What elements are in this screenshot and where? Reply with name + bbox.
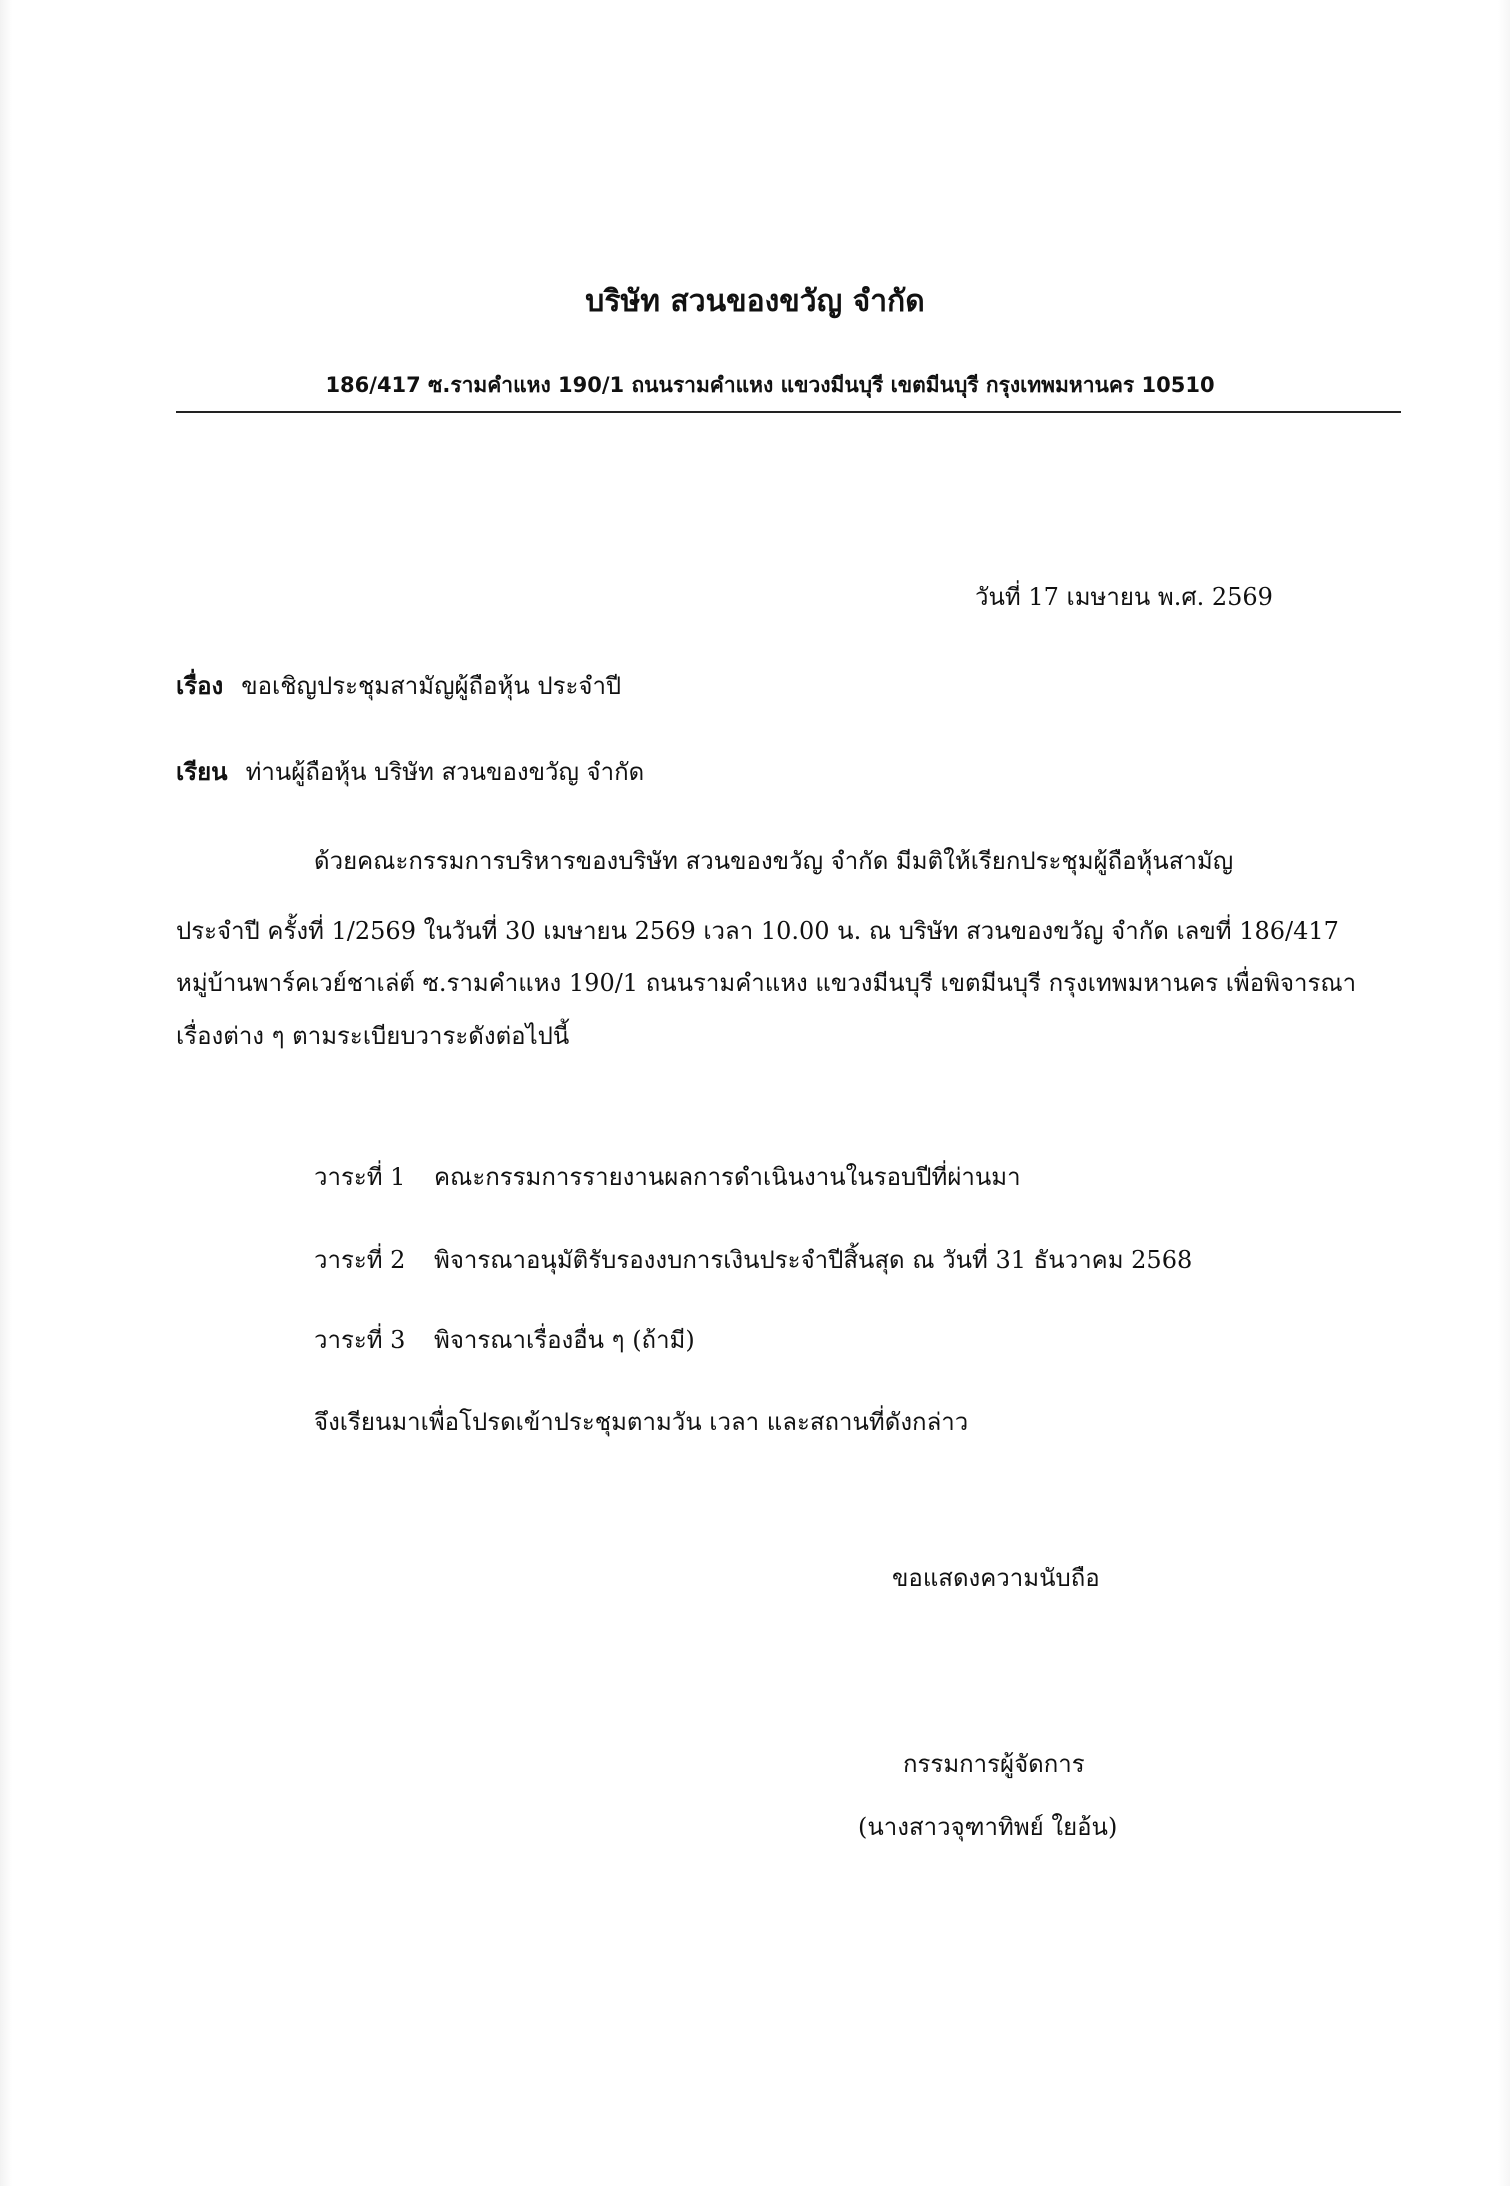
body-paragraph-line: ด้วยคณะกรรมการบริหารของบริษัท สวนของขวัญ จำกัด มีมติให้เรียกประชุมผู้ถือหุ้นสามัญ bbox=[314, 847, 1234, 875]
salutation-text: ท่านผู้ถือหุ้น บริษัท สวนของขวัญ จำกัด bbox=[245, 758, 645, 786]
company-address: 186/417 ซ.รามคำแหง 190/1 ถนนรามคำแหง แขวงมีนบุรี เขตมีนบุรี กรุงเทพมหานคร 10510 bbox=[325, 373, 1215, 397]
letter-date: วันที่ 17 เมษายน พ.ศ. 2569 bbox=[975, 583, 1273, 611]
salutation-line bbox=[176, 757, 644, 787]
closing-sentence: จึงเรียนมาเพื่อโปรดเข้าประชุมตามวัน เวลา และสถานที่ดังกล่าว bbox=[314, 1408, 969, 1436]
agenda-item bbox=[314, 1162, 1021, 1192]
regards-text: ขอแสดงความนับถือ bbox=[892, 1564, 1100, 1592]
subject-label: เรื่อง bbox=[176, 671, 224, 700]
agenda-item bbox=[314, 1245, 1192, 1275]
header-divider bbox=[176, 411, 1401, 413]
signer-name: (นางสาวจุฑาทิพย์ ใยอ้น) bbox=[858, 1813, 1118, 1841]
agenda-text: คณะกรรมการรายงานผลการดำเนินงานในรอบปีที่ผ่านมา bbox=[434, 1163, 1021, 1191]
subject-text: ขอเชิญประชุมสามัญผู้ถือหุ้น ประจำปี bbox=[241, 672, 622, 700]
agenda-label: วาระที่ 1 bbox=[314, 1163, 406, 1191]
agenda-label: วาระที่ 3 bbox=[314, 1326, 406, 1354]
signer-title: กรรมการผู้จัดการ bbox=[903, 1750, 1085, 1778]
salutation-label: เรียน bbox=[176, 757, 228, 786]
agenda-item bbox=[314, 1325, 695, 1355]
agenda-label: วาระที่ 2 bbox=[314, 1246, 406, 1274]
body-paragraph-line: เรื่องต่าง ๆ ตามระเบียบวาระดังต่อไปนี้ bbox=[176, 1022, 570, 1050]
subject-line bbox=[176, 671, 621, 701]
body-paragraph-line: หมู่บ้านพาร์คเวย์ชาเล่ต์ ซ.รามคำแหง 190/1 ถนนรามคำแหง แขวงมีนบุรี เขตมีนบุรี กรุงเทพมหานคร เพื่อพิจารณา bbox=[176, 969, 1357, 997]
agenda-text: พิจารณาอนุมัติรับรองงบการเงินประจำปีสิ้นสุด ณ วันที่ 31 ธันวาคม 2568 bbox=[434, 1246, 1193, 1274]
agenda-text: พิจารณาเรื่องอื่น ๆ (ถ้ามี) bbox=[434, 1326, 695, 1354]
company-name: บริษัท สวนของขวัญ จำกัด bbox=[585, 284, 925, 319]
body-paragraph-line: ประจำปี ครั้งที่ 1/2569 ในวันที่ 30 เมษายน 2569 เวลา 10.00 น. ณ บริษัท สวนของขวัญ จำกัด เลขที่ 186/417 bbox=[176, 917, 1339, 945]
